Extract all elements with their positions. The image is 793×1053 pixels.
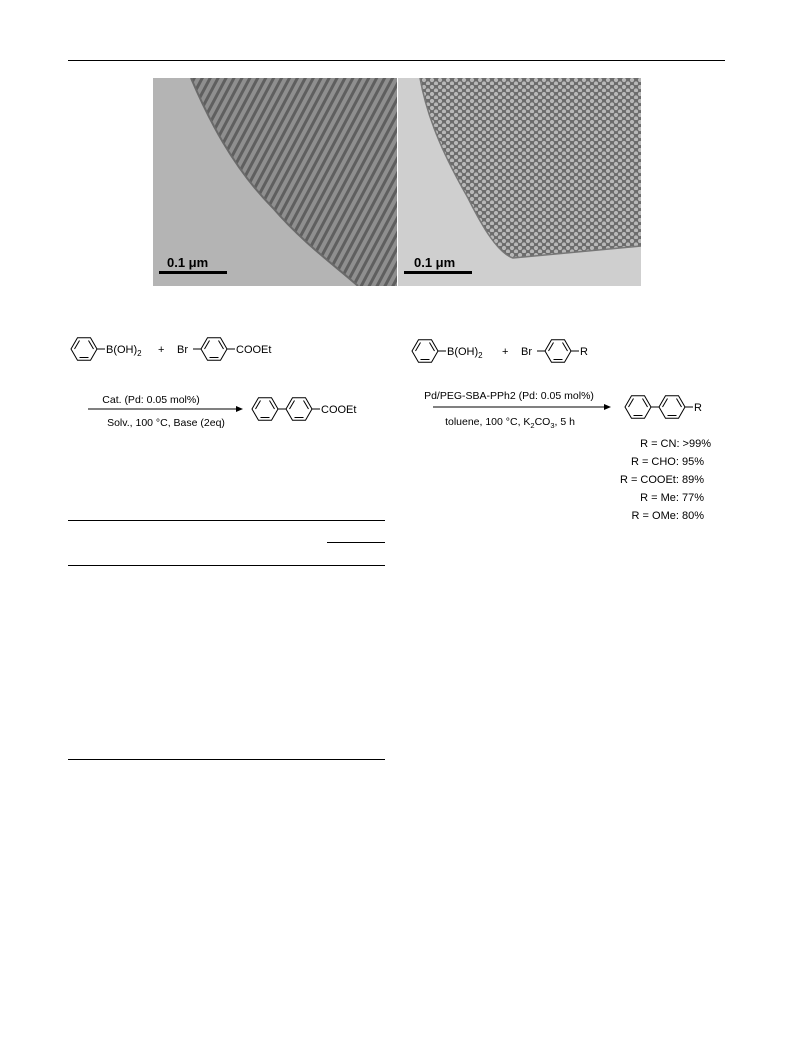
product-r-label: R [694, 402, 702, 414]
scheme-right [400, 325, 760, 445]
table-top-rule [68, 520, 385, 521]
yield-ome: R = OMe: 80% [631, 510, 704, 522]
table-sub-rule [327, 542, 385, 543]
tem-image-right [398, 78, 641, 286]
yield-cooet: R = COOEt: 89% [619, 474, 704, 486]
scale-bar-left [159, 271, 227, 274]
product-ester-label: COOEt [321, 404, 357, 416]
plus-sign: + [158, 344, 165, 356]
scale-label-left: 0.1 μm [167, 255, 209, 270]
tem-image-left [153, 78, 397, 286]
table-header-rule [68, 565, 385, 566]
product-ring-2 [286, 398, 312, 421]
aryl-bromide-ring [545, 340, 571, 363]
boronic-acid-label: $B(OH)_2$ [447, 346, 483, 360]
yield-cn: R = CN: >99% [640, 438, 711, 450]
conditions-bottom: toluene, 100 °C, $K_2CO_3$, 5 h [445, 416, 575, 430]
scheme-left [60, 325, 400, 445]
product-ring-1 [625, 396, 651, 419]
ester-group-label: COOEt [236, 344, 272, 356]
benzene-ring [412, 340, 438, 363]
scale-label-right: 0.1 μm [414, 255, 456, 270]
arrow-head [236, 406, 243, 412]
arrow-head [604, 404, 611, 410]
r-group-label: R [580, 346, 588, 358]
benzene-ring [71, 338, 97, 361]
yield-cho: R = CHO: 95% [630, 456, 704, 468]
bromide-label: Br [177, 344, 188, 356]
aryl-bromide-ring [201, 338, 227, 361]
product-ring-1 [252, 398, 278, 421]
conditions-bottom: Solv., 100 °C, Base (2eq) [107, 417, 225, 429]
product-ring-2 [659, 396, 685, 419]
table-bottom-rule [68, 759, 385, 760]
header-rule [68, 60, 725, 61]
scale-bar-right [404, 271, 472, 274]
conditions-top: Pd/PEG-SBA-PPh2 (Pd: 0.05 mol%) [424, 390, 594, 402]
bromide-label: Br [521, 346, 532, 358]
yield-me: R = Me: 77% [640, 492, 704, 504]
boronic-acid-label: $B(OH)_2$ [106, 344, 142, 358]
conditions-top: Cat. (Pd: 0.05 mol%) [102, 394, 200, 406]
plus-sign: + [502, 346, 509, 358]
